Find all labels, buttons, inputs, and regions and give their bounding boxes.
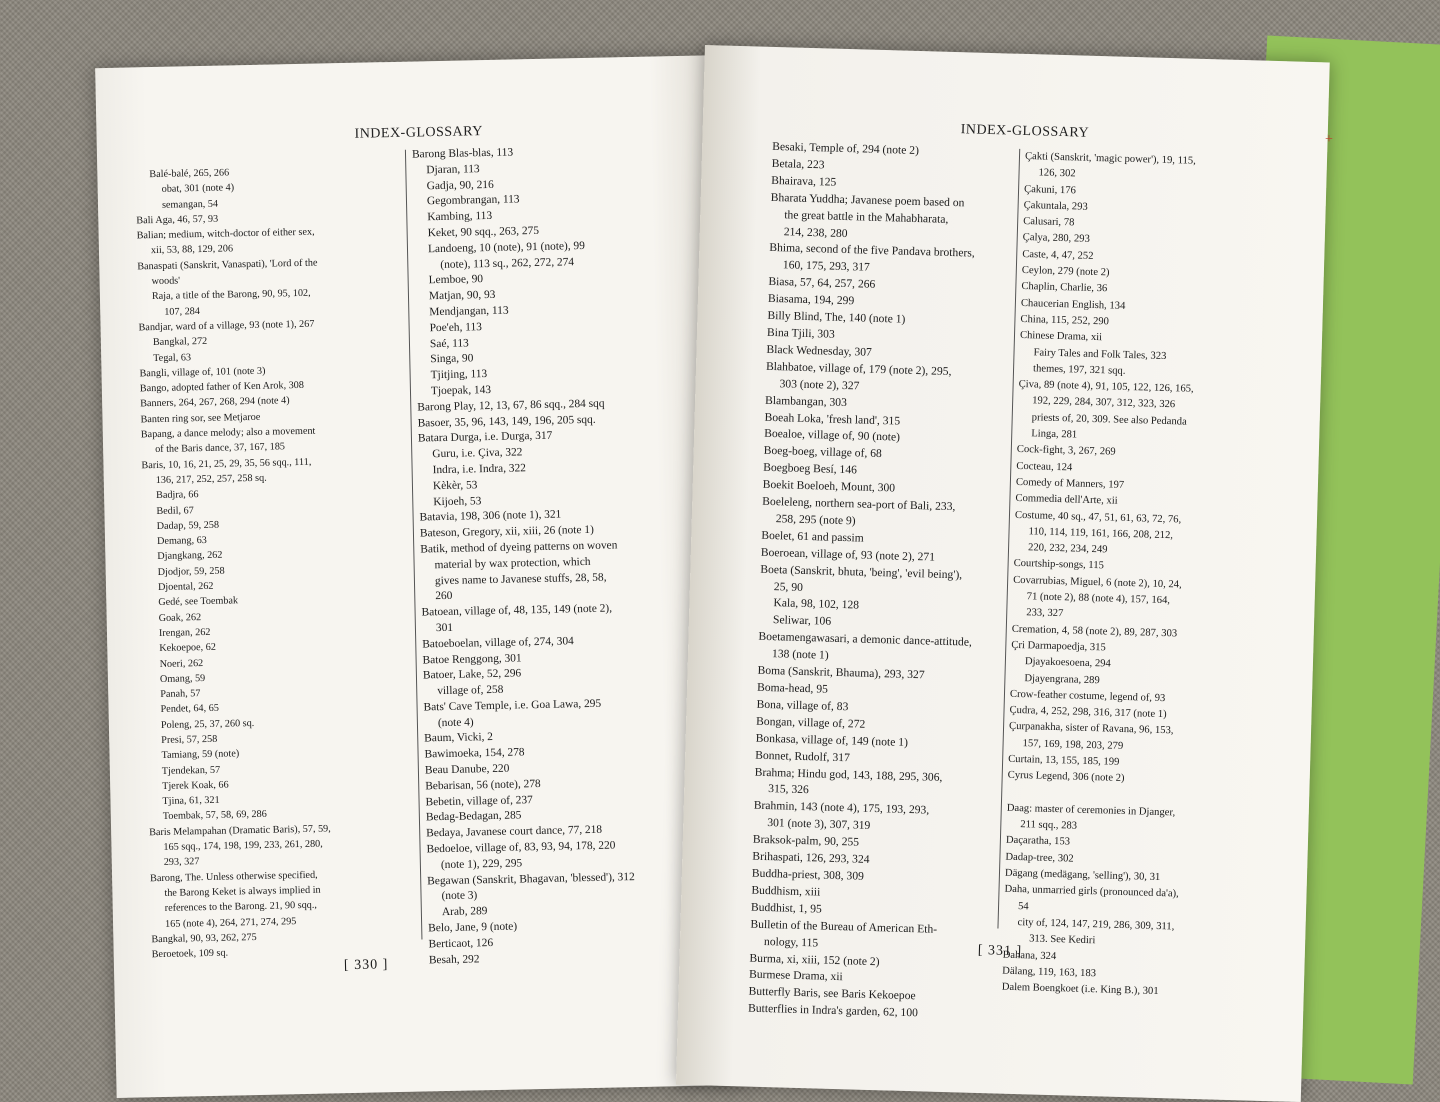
index-entry: the great battle in the Mahabharata, <box>784 207 949 226</box>
index-entry: Saé, 113 <box>429 336 469 350</box>
index-entry: Batavia, 198, 306 (note 1), 321 <box>419 508 562 524</box>
index-entry: Badjra, 66 <box>155 489 199 502</box>
index-entry: Çakti (Sanskrit, 'magic power'), 19, 115, <box>1024 150 1196 167</box>
index-entry: Kala, 98, 102, 128 <box>773 596 860 612</box>
index-entry: Dadap, 59, 258 <box>156 519 220 532</box>
index-entry: 25, 90 <box>773 579 804 594</box>
index-entry: Gedé, see Toembak <box>158 595 239 609</box>
index-entry: Linga, 281 <box>1031 428 1078 441</box>
index-entry: Arab, 289 <box>441 905 488 919</box>
index-entry: Batoer, Lake, 52, 296 <box>422 667 522 682</box>
index-entry: Begawan (Sanskrit, Bhagavan, 'blessed'), 312 <box>427 870 635 888</box>
index-entry: Dahana, 324 <box>1002 949 1057 962</box>
index-entry: Cock-fight, 3, 267, 269 <box>1016 444 1116 458</box>
index-entry: (note 3) <box>441 889 478 903</box>
index-entry: Bonkasa, village of, 149 (note 1) <box>755 731 909 749</box>
index-entry: Djangkang, 262 <box>157 550 223 563</box>
index-entry: Belo, Jane, 9 (note) <box>428 920 518 935</box>
index-entry: Dälang, 119, 163, 183 <box>1002 965 1097 980</box>
index-entry: Demang, 63 <box>156 535 207 548</box>
index-entry: Baris Melampahan (Dramatic Baris), 57, 59, <box>149 823 331 838</box>
index-entry: Banaspati (Sanskrit, Vanaspati), 'Lord of the <box>137 257 318 273</box>
running-head: INDEX-GLOSSARY <box>960 122 1090 141</box>
index-entry: Ceylon, 279 (note 2) <box>1021 265 1110 279</box>
index-entry: Bonnet, Rudolf, 317 <box>755 748 851 764</box>
index-entry: 126, 302 <box>1038 167 1076 180</box>
index-entry: Daçaratha, 153 <box>1005 835 1071 848</box>
index-entry: Dadap-tree, 302 <box>1005 851 1074 865</box>
index-entry: Dalem Boengkoet (i.e. King B.), 301 <box>1001 981 1159 998</box>
index-entry: Bangkal, 272 <box>152 336 208 349</box>
index-entry: Bebetin, village of, 237 <box>425 793 533 809</box>
index-entry: the Barong Keket is always implied in <box>164 884 321 899</box>
index-entry: 315, 326 <box>768 782 809 797</box>
index-entry: Gegombrangan, 113 <box>426 193 520 208</box>
index-entry: Boeg-boeg, village of, 68 <box>763 444 883 461</box>
index-entry: Baum, Vicki, 2 <box>424 731 494 745</box>
index-entry: Balian; medium, witch-doctor of either sex, <box>136 226 315 242</box>
index-entry: Bango, adopted father of Ken Arok, 308 <box>139 380 305 395</box>
index-entry: Toembak, 57, 58, 69, 286 <box>162 809 267 823</box>
index-entry: 260 <box>435 590 453 603</box>
index-entry: Noeri, 262 <box>159 657 204 670</box>
index-entry: Chaplin, Charlie, 36 <box>1021 281 1108 295</box>
index-entry: 71 (note 2), 88 (note 4), 157, 164, <box>1026 591 1171 607</box>
index-entry: Brahmin, 143 (note 4), 175, 193, 293, <box>753 799 930 817</box>
index-entry: priests of, 20, 309. See also Pedanda <box>1031 412 1187 428</box>
index-entry: Banten ring sor, see Metjaroe <box>140 411 261 426</box>
index-entry: Omang, 59 <box>159 672 206 685</box>
index-entry: Bangkal, 90, 93, 262, 275 <box>151 931 257 946</box>
index-entry: Bats' Cave Temple, i.e. Goa Lawa, 295 <box>423 697 602 714</box>
index-entry: Boekit Boeloeh, Mount, 300 <box>762 477 896 495</box>
index-entry: Bateson, Gregory, xii, xiii, 26 (note 1) <box>419 523 594 540</box>
index-entry: Batara Durga, i.e. Durga, 317 <box>417 430 553 445</box>
index-entry: Beroetoek, 109 sq. <box>151 947 229 961</box>
index-entry: 301 <box>435 621 454 635</box>
index-entry: Tjitjing, 113 <box>430 368 488 382</box>
index-entry: village of, 258 <box>437 683 504 698</box>
index-entry: Boeroean, village of, 93 (note 2), 271 <box>760 545 936 564</box>
index-entry: Boelet, 61 and passim <box>761 528 864 545</box>
index-entry: Djayengrana, 289 <box>1024 672 1100 686</box>
index-entry: gives name to Javanese stuffs, 28, 58, <box>434 571 607 587</box>
index-entry: Çakuni, 176 <box>1023 183 1077 197</box>
index-entry: Pendet, 64, 65 <box>160 703 219 716</box>
index-entry: of the Baris dance, 37, 167, 185 <box>155 441 286 456</box>
index-entry: Besah, 292 <box>428 952 480 967</box>
index-entry: Çri Darmapoedja, 315 <box>1011 639 1106 654</box>
index-entry: Barong, The. Unless otherwise specified, <box>150 869 318 884</box>
index-entry: Buddhist, 1, 95 <box>750 900 822 916</box>
index-column <box>135 162 414 963</box>
index-entry: Tjina, 61, 321 <box>162 794 220 808</box>
index-entry: Boetamengawasari, a demonic dance-attitude, <box>758 630 973 649</box>
index-entry: Djaran, 113 <box>426 162 480 177</box>
index-entry: Fairy Tales and Folk Tales, 323 <box>1033 346 1167 362</box>
index-entry: Crow-feather costume, legend of, 93 <box>1009 688 1166 704</box>
index-entry: 110, 114, 119, 161, 166, 208, 212, <box>1028 526 1174 542</box>
index-entry: Courtship-songs, 115 <box>1013 558 1105 572</box>
running-head: INDEX-GLOSSARY <box>354 124 484 142</box>
index-entry: Boeta (Sanskrit, bhuta, 'being', 'evil being'), <box>760 562 963 582</box>
index-entry: Comedy of Manners, 197 <box>1015 476 1125 491</box>
index-entry: Braksok-palm, 90, 255 <box>752 832 860 849</box>
index-entry: Bona, village of, 83 <box>756 697 849 714</box>
page-number: [ 330 ] <box>343 957 389 974</box>
index-entry: Bali Aga, 46, 57, 93 <box>136 213 219 227</box>
index-entry: Daha, unmarried girls (pronounced da'a), <box>1004 884 1179 900</box>
index-entry: Tjerek Koak, 66 <box>162 779 229 792</box>
index-entry: nology, 115 <box>763 934 819 950</box>
index-entry: Boma-head, 95 <box>756 680 829 696</box>
index-entry: Bedil, 67 <box>156 504 194 517</box>
index-entry: Blambangan, 303 <box>764 393 848 409</box>
index-column <box>412 142 714 969</box>
index-entry: 233, 327 <box>1026 607 1064 620</box>
index-entry: 211 sqq., 283 <box>1020 819 1078 832</box>
index-entry: Daag: master of ceremonies in Djanger, <box>1006 802 1176 819</box>
index-entry: Kekoepoe, 62 <box>159 641 217 655</box>
index-entry: Besaki, Temple of, 294 (note 2) <box>772 139 920 158</box>
index-entry: Butterfly Baris, see Baris Kekoepoe <box>748 984 916 1003</box>
index-entry: Biasa, 57, 64, 257, 266 <box>768 275 876 292</box>
index-entry: Djayakoesoena, 294 <box>1024 656 1111 670</box>
index-entry: Cyrus Legend, 306 (note 2) <box>1007 770 1125 785</box>
index-entry: Matjan, 90, 93 <box>428 289 496 303</box>
index-entry: Brihaspati, 126, 293, 324 <box>752 849 870 866</box>
index-entry: China, 115, 252, 290 <box>1020 313 1110 328</box>
index-entry: 214, 238, 280 <box>783 224 848 240</box>
index-entry: Barong Blas-blas, 113 <box>411 146 514 161</box>
index-entry: 220, 232, 234, 249 <box>1027 542 1108 556</box>
index-entry: Lemboe, 90 <box>428 273 484 287</box>
index-entry: Basoer, 35, 96, 143, 149, 196, 205 sqq. <box>417 413 596 430</box>
index-entry: 192, 229, 284, 307, 312, 323, 326 <box>1032 395 1176 411</box>
index-entry: Batoeboelan, village of, 274, 304 <box>422 635 574 651</box>
index-entry: obat, 301 (note 4) <box>161 182 235 196</box>
index-entry: Brahma; Hindu god, 143, 188, 295, 306, <box>754 765 943 784</box>
index-entry: 138 (note 1) <box>771 647 829 662</box>
index-entry: Balé-balé, 265, 266 <box>149 167 230 181</box>
index-entry: Gadja, 90, 216 <box>426 178 494 192</box>
index-entry: Batik, method of dyeing patterns on woven <box>420 539 618 556</box>
index-entry: Bebarisan, 56 (note), 278 <box>425 777 541 793</box>
index-entry: Biasama, 194, 299 <box>767 292 855 308</box>
index-entry: Dägang (medägang, 'selling'), 30, 31 <box>1004 867 1161 884</box>
index-entry: Caste, 4, 47, 252 <box>1022 248 1094 262</box>
left-page <box>95 55 746 1098</box>
index-entry: references to the Barong. 21, 90 sqq., <box>164 899 318 915</box>
index-entry: 303 (note 2), 327 <box>779 376 860 393</box>
index-entry: Guru, i.e. Çiva, 322 <box>432 446 523 461</box>
index-entry: Cocteau, 124 <box>1016 460 1073 474</box>
index-entry: xii, 53, 88, 129, 206 <box>150 243 234 257</box>
index-entry: themes, 197, 321 sqq. <box>1032 363 1126 377</box>
index-entry: Irengan, 262 <box>158 626 211 639</box>
index-entry: Commedia dell'Arte, xii <box>1015 493 1118 507</box>
index-entry: Çakuntala, 293 <box>1023 199 1088 213</box>
index-entry: Cremation, 4, 58 (note 2), 89, 287, 303 <box>1011 623 1178 640</box>
index-entry: Beau Danube, 220 <box>424 762 510 777</box>
index-entry: Bongan, village of, 272 <box>755 714 866 731</box>
index-entry: Bapang, a dance melody; also a movement <box>140 425 316 441</box>
index-entry: Burma, xi, xiii, 152 (note 2) <box>749 951 880 968</box>
index-entry: Bedaya, Javanese court dance, 77, 218 <box>426 824 603 840</box>
index-entry: Singa, 90 <box>430 352 474 366</box>
index-entry: Kijoeh, 53 <box>433 494 482 508</box>
index-entry: Bangli, village of, 101 (note 3) <box>139 365 266 380</box>
pencil-mark: + <box>1325 132 1333 147</box>
index-entry: Presi, 57, 258 <box>161 733 218 746</box>
index-entry: Batoean, village of, 48, 135, 149 (note 2), <box>421 602 613 619</box>
index-entry: Banners, 264, 267, 268, 294 (note 4) <box>140 395 290 410</box>
index-entry: (note 1), 229, 295 <box>440 857 523 871</box>
index-entry: Indra, i.e. Indra, 322 <box>432 462 527 477</box>
index-entry: Landoeng, 10 (note), 91 (note), 99 <box>427 239 585 256</box>
index-entry: Djoental, 262 <box>157 580 214 594</box>
index-entry: Curtain, 13, 155, 185, 199 <box>1008 753 1120 768</box>
index-entry: Kèkèr, 53 <box>432 479 478 492</box>
index-entry: 136, 217, 252, 257, 258 sq. <box>155 472 267 486</box>
index-entry: Buddhism, xiii <box>751 883 821 899</box>
index-entry: Covarrubias, Miguel, 6 (note 2), 10, 24, <box>1013 574 1182 591</box>
index-entry: Bina Tjili, 303 <box>766 325 835 341</box>
index-entry: Butterflies in Indra's garden, 62, 100 <box>747 1001 919 1020</box>
index-entry: Chinese Drama, xii <box>1019 330 1103 344</box>
index-entry: Billy Blind, The, 140 (note 1) <box>767 308 906 326</box>
right-page <box>676 45 1330 1102</box>
index-entry: Boma (Sanskrit, Bhauma), 293, 327 <box>757 663 925 682</box>
index-entry: Buddha-priest, 308, 309 <box>751 866 865 883</box>
index-entry: Çiva, 89 (note 4), 91, 105, 122, 126, 165, <box>1018 379 1194 395</box>
index-entry: Bawimoeka, 154, 278 <box>424 746 525 761</box>
index-entry: Boealoe, village of, 90 (note) <box>763 427 901 445</box>
index-entry: Bedoeloe, village of, 83, 93, 94, 178, 220 <box>426 839 616 856</box>
index-entry: Calusari, 78 <box>1023 216 1075 229</box>
index-column <box>1002 149 1301 1004</box>
index-entry: Bhima, second of the five Pandava brothers, <box>769 241 975 261</box>
index-entry: 313. See Kediri <box>1029 933 1096 947</box>
index-entry: woods' <box>151 275 181 288</box>
index-entry: 165 (note 4), 264, 271, 274, 295 <box>164 915 297 930</box>
index-entry: 293, 327 <box>163 856 200 869</box>
index-entry: Tjendekan, 57 <box>161 764 221 777</box>
index-entry: Berticaot, 126 <box>428 936 494 951</box>
index-entry: Chaucerian English, 134 <box>1020 297 1126 312</box>
index-entry: Bharata Yuddha; Javanese poem based on <box>770 190 965 210</box>
index-entry: 107, 284 <box>164 305 201 318</box>
index-entry: Raja, a title of the Barong, 90, 95, 102, <box>151 288 311 303</box>
index-entry: Black Wednesday, 307 <box>766 342 872 359</box>
index-entry: Kambing, 113 <box>427 210 493 224</box>
index-entry: semangan, 54 <box>161 198 219 211</box>
index-entry: Bulletin of the Bureau of American Eth- <box>750 917 938 936</box>
index-entry: Bedag-Bedagan, 285 <box>425 809 522 824</box>
index-entry: 54 <box>1017 900 1029 913</box>
index-entry: material by wax protection, which <box>434 555 591 571</box>
index-entry: Poe'eh, 113 <box>429 320 483 335</box>
index-entry: Boeah Loka, 'fresh land', 315 <box>764 410 901 428</box>
index-entry: Bhairava, 125 <box>771 173 837 189</box>
index-entry: Çalya, 280, 293 <box>1022 232 1090 246</box>
page-number: [ 331 ] <box>977 942 1023 960</box>
index-entry: city of, 124, 147, 219, 286, 309, 311, <box>1017 917 1175 933</box>
index-entry: 157, 169, 198, 203, 279 <box>1022 737 1124 752</box>
index-entry: Mendjangan, 113 <box>429 304 509 319</box>
index-entry: Burmese Drama, xii <box>748 968 843 984</box>
index-entry: Tjoepak, 143 <box>430 383 492 398</box>
index-entry: 160, 175, 293, 317 <box>782 258 870 275</box>
index-entry: Çurpanakha, sister of Ravana, 96, 153, <box>1008 721 1174 737</box>
index-entry: 165 sqq., 174, 198, 199, 233, 261, 280, <box>163 838 323 853</box>
index-entry: Bandjar, ward of a village, 93 (note 1), 267 <box>138 318 315 334</box>
index-column <box>748 139 1047 1025</box>
index-entry: Barong Play, 12, 13, 67, 86 sqq., 284 sqq <box>417 397 605 414</box>
index-entry: 258, 295 (note 9) <box>775 512 856 528</box>
index-entry: Panah, 57 <box>160 688 201 701</box>
index-entry: Tegal, 63 <box>153 351 192 364</box>
index-entry: Poleng, 25, 37, 260 sq. <box>160 717 255 731</box>
index-entry: Djodjor, 59, 258 <box>157 565 225 578</box>
index-entry: Betala, 223 <box>771 156 825 172</box>
index-entry: Costume, 40 sq., 47, 51, 61, 63, 72, 76, <box>1014 509 1182 526</box>
index-entry: Baris, 10, 16, 21, 25, 29, 35, 56 sqq., 111, <box>141 456 312 471</box>
index-entry: (note 4) <box>437 716 474 729</box>
index-entry: Tamiang, 59 (note) <box>161 748 240 762</box>
index-entry: Batoe Renggong, 301 <box>422 651 522 666</box>
index-entry: Çudra, 4, 252, 298, 316, 317 (note 1) <box>1009 704 1167 721</box>
index-entry: Boegboeg Besí, 146 <box>763 461 858 477</box>
index-entry: Goak, 262 <box>158 611 202 624</box>
index-entry: Seliwar, 106 <box>772 613 832 629</box>
index-entry: Boeleleng, northern sea-port of Bali, 233, <box>762 494 956 514</box>
index-entry: Blahbatoe, village of, 179 (note 2), 295, <box>765 359 952 378</box>
index-entry: 301 (note 3), 307, 319 <box>767 816 871 833</box>
index-entry: (note), 113 sq., 262, 272, 274 <box>440 255 575 271</box>
index-entry: Keket, 90 sqq., 263, 275 <box>427 224 540 240</box>
